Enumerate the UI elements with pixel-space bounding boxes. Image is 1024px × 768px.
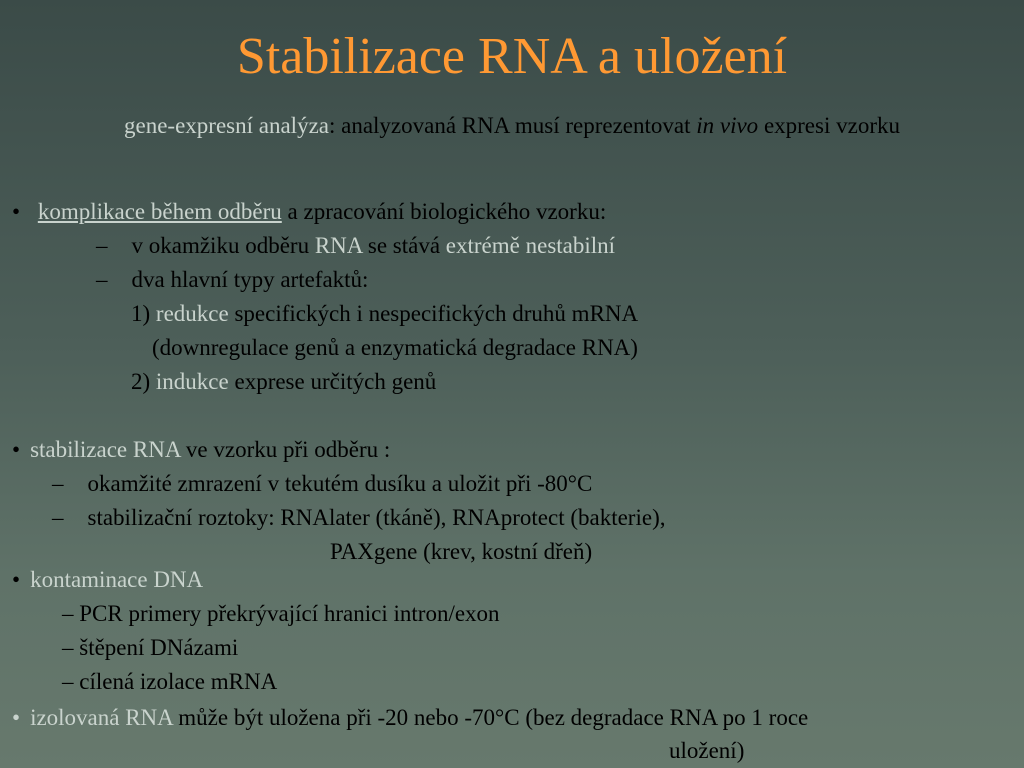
stabilization-key: stabilizace RNA (30, 437, 181, 462)
stabilization-sub2-text: stabilizační roztoky: RNAlater (tkáně), RNAprotect (bakterie), (87, 505, 666, 530)
stabilization-sub2 (52, 504, 665, 533)
dash-icon: – (96, 233, 108, 258)
dash-icon: – (96, 267, 108, 292)
bullet-icon: • (12, 199, 21, 224)
subtitle-text-b: expresi vzorku (758, 113, 900, 138)
section-isolated-rna (12, 704, 808, 733)
sub1-rna: RNA (314, 233, 363, 258)
isolated-rna-cont: uložení) (669, 738, 745, 763)
subtitle-text-a: : analyzovaná RNA musí reprezentovat (328, 113, 697, 138)
subtitle-term: gene-expresní analýza (124, 113, 329, 138)
bullet-icon: • (12, 567, 21, 592)
dna-contamination-key: kontaminace DNA (30, 567, 204, 592)
bullet-icon: • (12, 437, 21, 462)
complications-link[interactable]: komplikace během odběru (37, 199, 282, 224)
section-dna-contamination (12, 566, 203, 595)
item2-number: 2) (131, 369, 156, 394)
complications-sub1 (96, 232, 615, 261)
artifact-item-1-cont: (downregulace genů a enzymatická degradace RNA) (152, 335, 638, 360)
item2-text: exprese určitých genů (228, 369, 437, 394)
isolated-rna-text: může být uložena při -20 nebo -70°C (bez degradace RNA po 1 roce (172, 705, 809, 730)
stabilization-text: ve vzorku při odběru : (180, 437, 391, 462)
item1-text: specifických i nespecifických druhů mRNA (228, 301, 639, 326)
item1-key: redukce (155, 301, 229, 326)
sub1-text-c: se stává (362, 233, 446, 258)
artifact-item-1 (131, 300, 638, 329)
subtitle-italic: in vivo (696, 113, 759, 138)
bullet-icon: • (12, 705, 21, 730)
section-complications (12, 198, 606, 227)
dna-sub2: – štěpení DNázami (62, 635, 239, 660)
stabilization-sub2-cont: PAXgene (krev, kostní dřeň) (330, 539, 593, 564)
section-stabilization (12, 436, 390, 465)
dna-sub3: – cílená izolace mRNA (62, 669, 278, 694)
dash-icon: – (52, 505, 64, 530)
sub2-text: dva hlavní typy artefaktů: (131, 267, 369, 292)
slide-title: Stabilizace RNA a uložení (236, 28, 788, 85)
stabilization-sub1-text: okamžité zmrazení v tekutém dusíku a uložit při -80°C (87, 471, 593, 496)
sub1-unstable: extrémě nestabilní (445, 233, 616, 258)
complications-sub2 (96, 266, 368, 295)
item2-key: indukce (155, 369, 229, 394)
isolated-rna-key: izolovaná RNA (30, 705, 173, 730)
dash-icon: – (52, 471, 64, 496)
artifact-item-2 (131, 368, 436, 397)
item1-number: 1) (131, 301, 156, 326)
stabilization-sub1 (52, 470, 592, 499)
slide-subtitle (0, 112, 1024, 140)
dna-sub1: – PCR primery překrývající hranici intron/exon (62, 601, 500, 626)
sub1-text-a: v okamžiku odběru (131, 233, 315, 258)
complications-text: a zpracování biologického vzorku: (281, 199, 607, 224)
